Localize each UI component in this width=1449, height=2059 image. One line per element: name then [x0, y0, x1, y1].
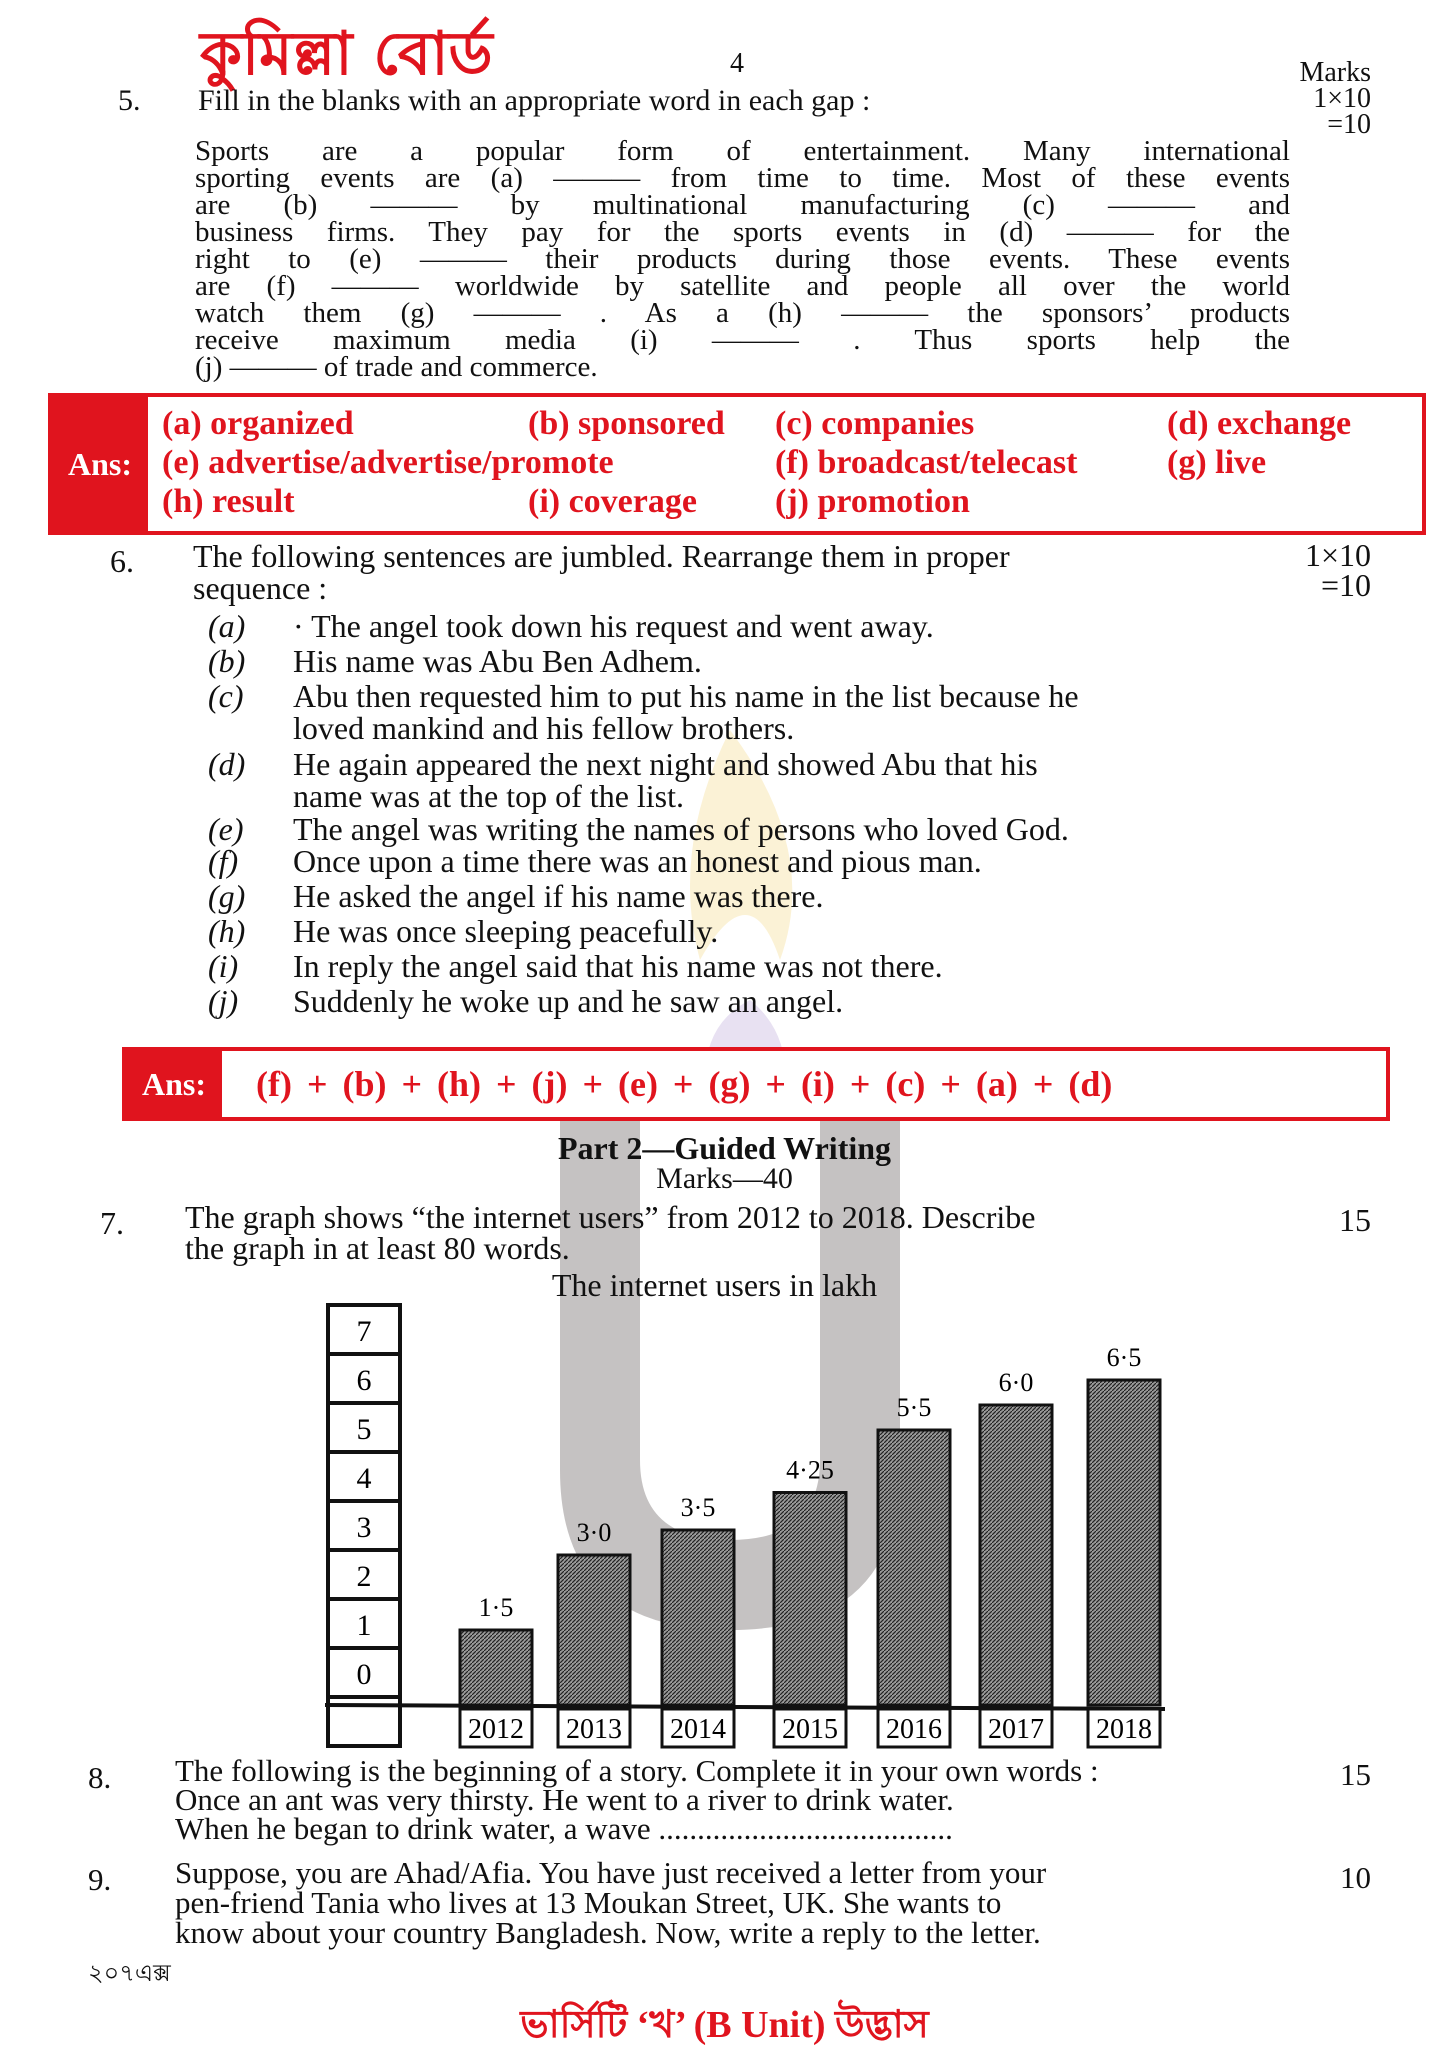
bar-value-label: 6·5: [1106, 1343, 1142, 1372]
y-tick-label: 3: [356, 1511, 372, 1544]
passage-line: watch them (g) ——— . As a (h) ——— the sponsors’ products: [195, 297, 1290, 329]
prompt-line: pen-friend Tania who lives at 13 Moukan Street, UK. She wants to: [175, 1885, 1002, 1920]
answer-label: Ans:: [52, 397, 148, 531]
x-tick-label: 2018: [1096, 1714, 1152, 1745]
passage-line: receive maximum media (i) ——— . Thus sports help the: [195, 324, 1290, 356]
sentence-text: He asked the angel if his name was there.: [293, 878, 824, 914]
x-tick-label: 2014: [670, 1714, 726, 1745]
answer-item: (c) companies: [775, 405, 975, 442]
answer-label: Ans:: [126, 1051, 222, 1117]
x-tick-label: 2012: [468, 1714, 524, 1745]
page-code: ২০৭এক্স: [88, 1959, 171, 1987]
bar-2012: [460, 1630, 532, 1705]
q6-marks: [1304, 537, 1371, 603]
bar-value-label: 3·0: [576, 1518, 612, 1547]
bar-2013: [558, 1555, 630, 1705]
question-number: 9.: [88, 1862, 112, 1897]
passage-line: are (b) ——— by multinational manufacturing (c) ——— and: [195, 189, 1290, 221]
question-prompt: Fill in the blanks with an appropriate word in each gap :: [198, 84, 871, 117]
y-tick-label: 7: [356, 1315, 372, 1348]
prompt-line: When he began to drink water, a wave ......................................: [175, 1811, 953, 1846]
prompt-line: Suppose, you are Ahad/Afia. You have just received a letter from your: [175, 1855, 1047, 1890]
y-tick-label: 6: [356, 1364, 372, 1397]
question-number: 7.: [100, 1205, 124, 1241]
sentence-label: (g): [208, 878, 246, 914]
board-title: কুমিল্লা বোর্ড: [200, 19, 493, 89]
y-tick-label: 4: [356, 1462, 372, 1495]
sentence-text: He was once sleeping peacefully.: [293, 913, 719, 949]
y-tick-label: 2: [356, 1560, 372, 1593]
question-prompt: [175, 1855, 1047, 1950]
question-number: 6.: [110, 543, 134, 579]
sentence-text: The angel was writing the names of persons who loved God.: [293, 811, 1069, 847]
bar-value-label: 3·5: [680, 1493, 716, 1522]
answer-item: (f) broadcast/telecast: [775, 444, 1078, 481]
sentence-text: In reply the angel said that his name was not there.: [293, 948, 943, 984]
x-tick-label: 2015: [782, 1714, 838, 1745]
sentence-text: He again appeared the next night and showed Abu that his: [293, 746, 1038, 782]
q5-marks: [1299, 57, 1371, 140]
answer-item: (h) result: [162, 483, 295, 520]
sentence-label: (c): [208, 678, 244, 714]
sentence-label: (h): [208, 913, 246, 949]
question-number: 8.: [88, 1760, 112, 1795]
prompt-line: The following sentences are jumbled. Rearrange them in proper: [193, 538, 1010, 574]
bar-2018: [1088, 1380, 1160, 1705]
prompt-line: The graph shows “the internet users” from 2012 to 2018. Describe: [185, 1199, 1036, 1235]
q9-marks: 10: [1340, 1860, 1371, 1895]
brand-footer: ভার্সিটি ‘খ’ (B Unit) উদ্ভাস: [520, 2004, 929, 2046]
sentence-text: loved mankind and his fellow brothers.: [293, 710, 795, 746]
x-tick-label: 2016: [886, 1714, 942, 1745]
answer-item: (i) coverage: [528, 483, 697, 520]
bar-chart: [0, 1295, 1449, 1765]
prompt-line: the graph in at least 80 words.: [185, 1230, 570, 1266]
x-tick-label: 2013: [566, 1714, 622, 1745]
q5-passage: [195, 135, 1290, 383]
marks-label: Marks: [1299, 57, 1371, 88]
marks-value: 1×10: [1313, 83, 1371, 114]
question-number: 5.: [118, 84, 141, 117]
q6-answer-box: [122, 1047, 1390, 1121]
bar-value-label: 6·0: [998, 1368, 1034, 1397]
sentence-label: (e): [208, 811, 244, 847]
sentence-label: (b): [208, 643, 246, 679]
prompt-line: know about your country Bangladesh. Now, write a reply to the letter.: [175, 1915, 1041, 1950]
sentence-text: · The angel took down his request and went away.: [293, 608, 934, 644]
part-heading: Part 2—Guided Writing: [557, 1130, 892, 1166]
bar-2016: [878, 1430, 950, 1705]
q5-answer-box: [48, 393, 1426, 535]
answer-item: (b) sponsored: [528, 405, 725, 442]
marks-total: =10: [1320, 567, 1371, 603]
sentence-text: Abu then requested him to put his name in the list because he: [293, 678, 1079, 714]
answer-item: (j) promotion: [775, 483, 970, 520]
answer-sequence: (f) + (b) + (h) + (j) + (e) + (g) + (i) + (c) + (a) + (d): [256, 1064, 1113, 1104]
answer-item: (g) live: [1167, 444, 1267, 481]
question-prompt: [175, 1753, 1099, 1846]
passage-line: business firms. They pay for the sports events in (d) ——— for the: [195, 216, 1290, 248]
answer-item: (a) organized: [162, 405, 354, 442]
passage-line: (j) ——— of trade and commerce.: [195, 351, 598, 383]
q8-marks: 15: [1340, 1757, 1371, 1792]
prompt-line: The following is the beginning of a story. Complete it in your own words :: [175, 1753, 1099, 1788]
bar-2017: [980, 1405, 1052, 1705]
passage-line: are (f) ——— worldwide by satellite and people all over the world: [195, 270, 1290, 302]
sentence-label: (d): [208, 746, 246, 782]
y-tick-label: 1: [356, 1609, 372, 1642]
x-tick-label: 2017: [988, 1714, 1044, 1745]
passage-line: Sports are a popular form of entertainment. Many international: [195, 135, 1290, 167]
prompt-line: Once an ant was very thirsty. He went to a river to drink water.: [175, 1782, 954, 1817]
y-tick-label: 0: [356, 1658, 372, 1691]
sentence-label: (i): [208, 948, 239, 984]
answer-item: (d) exchange: [1167, 405, 1352, 442]
sentence-text: His name was Abu Ben Adhem.: [293, 643, 702, 679]
sentence-text: name was at the top of the list.: [293, 778, 685, 814]
sentence-text: Once upon a time there was an honest and pious man.: [293, 843, 982, 879]
answer-item: (e) advertise/advertise/promote: [162, 444, 614, 481]
chart-title: The internet users in lakh: [551, 1267, 878, 1303]
sentence-label: (a): [208, 608, 246, 644]
bar-2015: [774, 1493, 846, 1706]
marks-value: 1×10: [1304, 537, 1371, 573]
bar-value-label: 5·5: [896, 1393, 932, 1422]
prompt-line: sequence :: [193, 570, 328, 606]
bar-value-label: 1·5: [478, 1593, 514, 1622]
sentence-label: (j): [208, 983, 239, 1019]
question-prompt: [185, 1199, 1036, 1266]
bar-value-label: 4·25: [786, 1455, 834, 1485]
passage-line: sporting events are (a) ——— from time to time. Most of these events: [195, 162, 1290, 194]
page-number: 4: [730, 48, 744, 79]
bar-2014: [662, 1530, 734, 1705]
part-marks: Marks—40: [656, 1162, 793, 1195]
passage-line: right to (e) ——— their products during those events. These events: [195, 243, 1290, 275]
sentence-text: Suddenly he woke up and he saw an angel.: [293, 983, 844, 1019]
y-tick-label: 5: [356, 1413, 372, 1446]
sentence-label: (f): [208, 843, 239, 879]
q7-marks: 15: [1339, 1202, 1371, 1238]
question-prompt: [193, 540, 1010, 604]
marks-total: =10: [1327, 109, 1371, 140]
